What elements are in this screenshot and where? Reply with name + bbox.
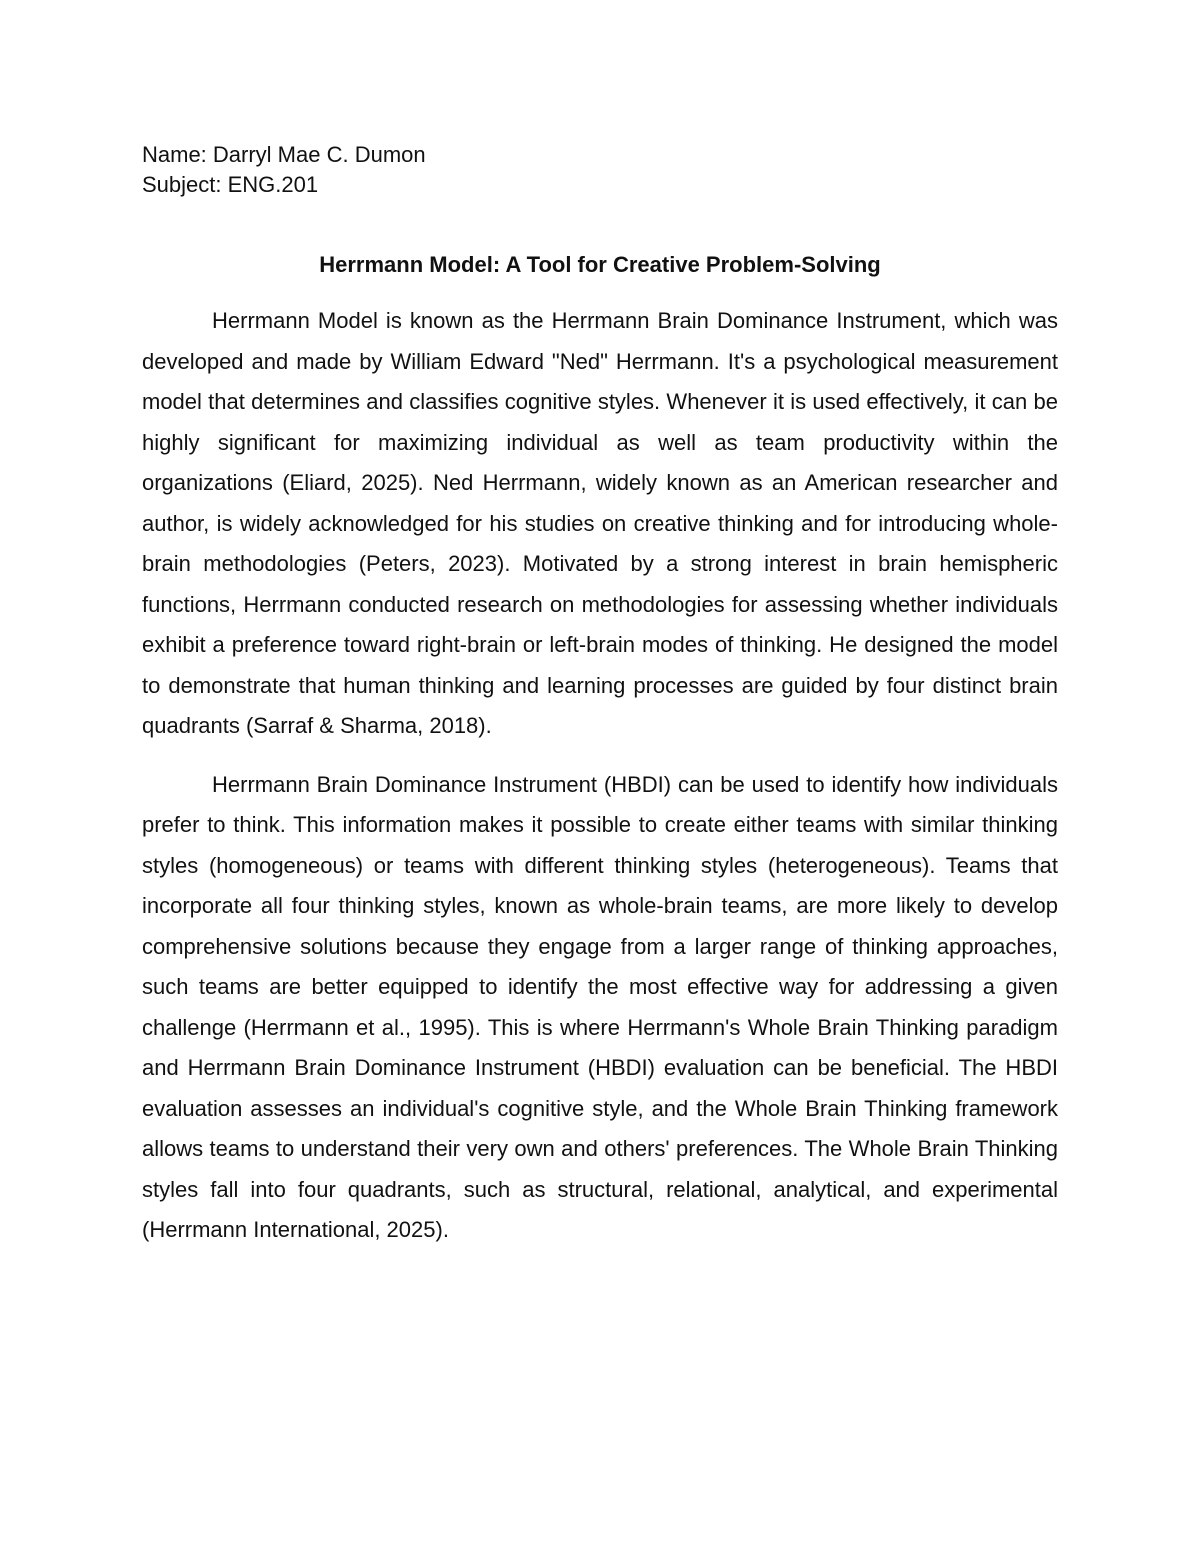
document-header bbox=[142, 140, 1042, 200]
subject-line: Subject: ENG.201 bbox=[142, 172, 319, 197]
paragraph-2: Herrmann Brain Dominance Instrument (HBDI) can be used to identify how individuals prefer to think. This information makes it possible to create either teams with similar thinking styles (homogeneous) or teams with different thinking styles (heterogeneous). Teams that incorporate all four thinking styles, known as whole-brain teams, are more likely to develop comprehensive solutions because they engage from a larger range of thinking approaches, such teams are better equipped to identify the most effective way for addressing a given challenge (Herrmann et al., 1995). This is where Herrmann's Whole Brain Thinking paradigm and Herrmann Brain Dominance Instrument (HBDI) evaluation can be beneficial. The HBDI evaluation assesses an individual's cognitive style, and the Whole Brain Thinking framework allows teams to understand their very own and others' preferences. The Whole Brain Thinking styles fall into four quadrants, such as structural, relational, analytical, and experimental (Herrmann International, 2025). bbox=[142, 771, 1058, 1242]
document-body bbox=[142, 301, 1058, 1269]
paragraph-1: Herrmann Model is known as the Herrmann Brain Dominance Instrument, which was developed and made by William Edward "Ned" Herrmann. It's a psychological measurement model that determines and classifies cognitive styles. Whenever it is used effectively, it can be highly significant for maximizing individual as well as team productivity within the organizations (Eliard, 2025). Ned Herrmann, widely known as an American researcher and author, is widely acknowledged for his studies on creative thinking and for introducing whole-brain methodologies (Peters, 2023). Motivated by a strong interest in brain hemispheric functions, Herrmann conducted research on methodologies for assessing whether individuals exhibit a preference toward right-brain or left-brain modes of thinking. He designed the model to demonstrate that human thinking and learning processes are guided by four distinct brain quadrants (Sarraf & Sharma, 2018). bbox=[142, 308, 1058, 738]
document-title: Herrmann Model: A Tool for Creative Problem-Solving bbox=[319, 252, 881, 277]
student-name: Name: Darryl Mae C. Dumon bbox=[142, 142, 426, 167]
